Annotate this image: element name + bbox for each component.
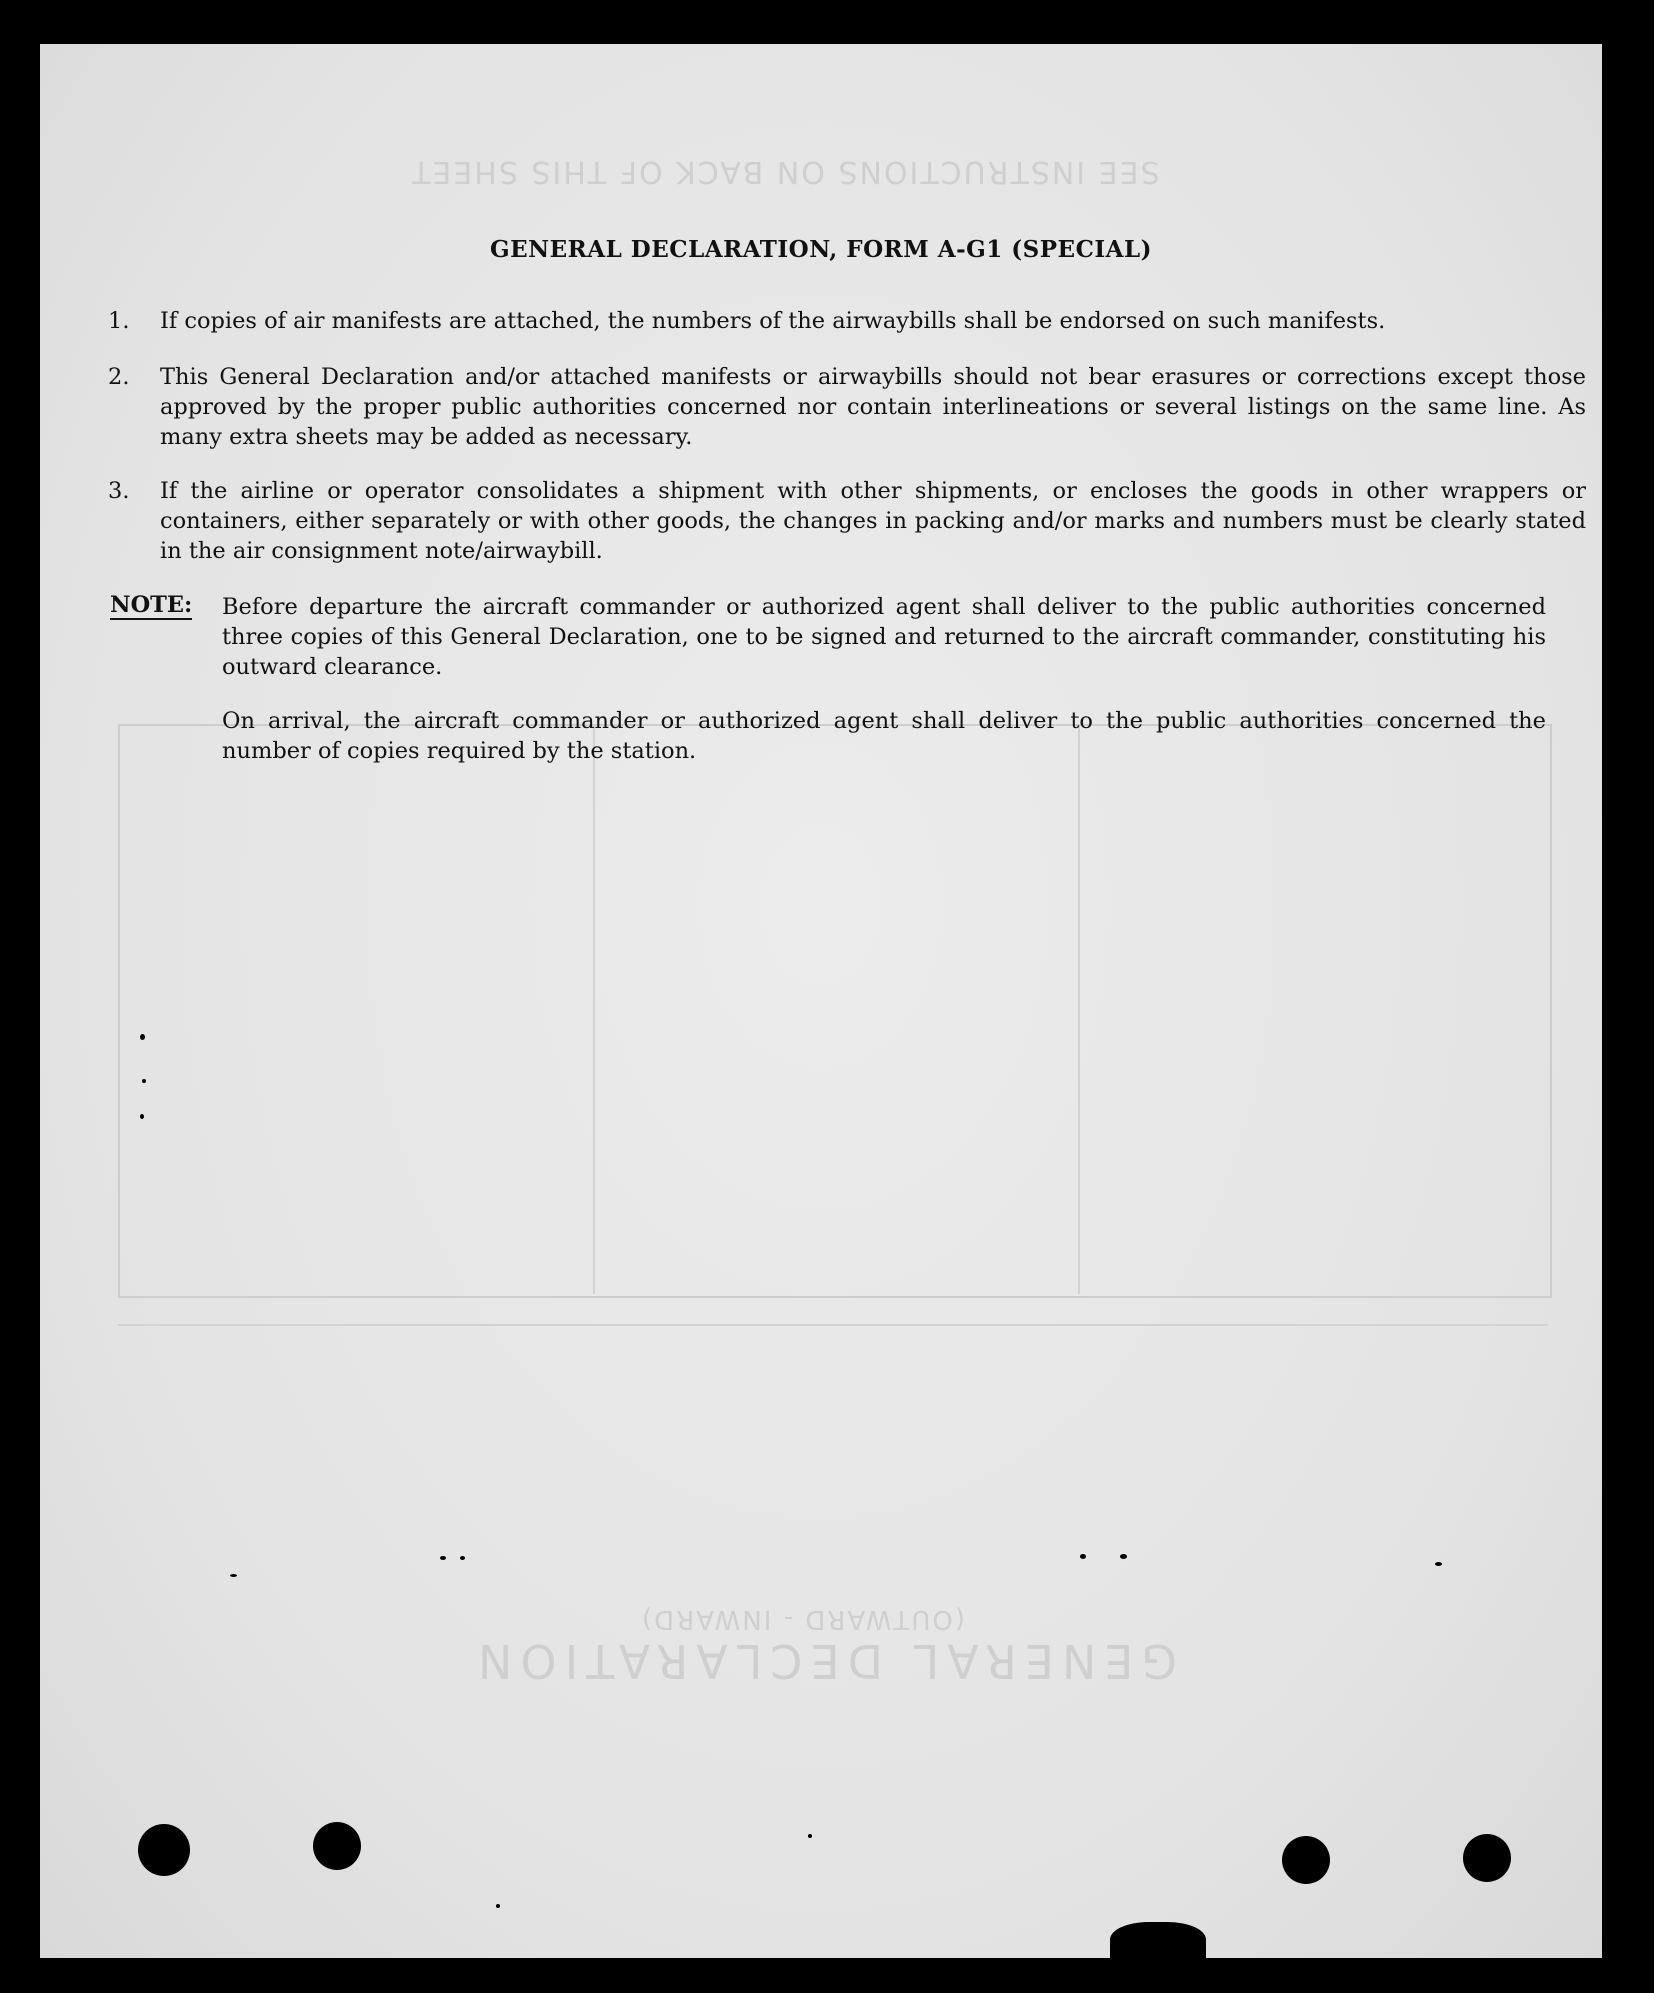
page-title: GENERAL DECLARATION, FORM A-G1 (SPECIAL): [489, 236, 1153, 263]
punch-hole-3: [1282, 1836, 1330, 1884]
scan-speck: [460, 1556, 465, 1560]
scan-speck: [142, 1079, 146, 1083]
bleed-through-rule: [118, 1324, 1548, 1326]
instruction-text: This General Declaration and/or attached manifests or airwaybills should not bear erasures or corrections except those approved by the proper public authorities concerned nor contain interlineations or several listings on the same line. As many extra sheets may be added as necessary.: [160, 364, 1586, 450]
scan-speck: [496, 1904, 500, 1908]
bleed-through-divider-2: [1078, 724, 1080, 1294]
scan-speck: [140, 1114, 144, 1119]
bleed-through-table: [118, 724, 1552, 1298]
punch-hole-2: [313, 1822, 361, 1870]
instruction-number: 2.: [108, 364, 130, 390]
bleed-through-heading: GENERAL DECLARATION: [470, 1634, 1178, 1688]
bleed-through-divider-1: [593, 724, 595, 1294]
scan-speck: [140, 1034, 145, 1040]
note-label: NOTE:: [110, 592, 193, 618]
instruction-number: 3.: [108, 478, 130, 504]
instruction-number: 1.: [108, 308, 130, 334]
scan-speck: [1435, 1562, 1442, 1566]
scan-speck: [440, 1556, 446, 1560]
scan-speck: [1080, 1554, 1086, 1559]
note-paragraph-arrival: On arrival, the aircraft commander or authorized agent shall deliver to the public authorities concerned the number of copies required by the station.: [222, 708, 1546, 764]
note-paragraph-departure: Before departure the aircraft commander or authorized agent shall deliver to the public authorities concerned three copies of this General Declaration, one to be signed and returned to the aircraft commander, constituting his outward clearance.: [222, 594, 1546, 680]
scan-speck: [808, 1834, 812, 1838]
bleed-through-top: SEE INSTRUCTIONS ON BACK OF THIS SHEET: [410, 154, 1160, 189]
edge-tear: [1110, 1922, 1206, 1966]
bleed-through-subheading: (OUTWARD - INWARD): [640, 1604, 966, 1634]
instruction-text: If the airline or operator consolidates a shipment with other shipments, or encloses the goods in other wrappers or containers, either separately or with other goods, the changes in packing and/or marks and numbers must be clearly stated in the air consignment note/airwaybill.: [160, 478, 1586, 564]
scan-speck: [1120, 1554, 1127, 1559]
instruction-text: If copies of air manifests are attached, the numbers of the airwaybills shall be endorsed on such manifests.: [160, 308, 1386, 334]
punch-hole-1: [138, 1824, 190, 1876]
form-sheet: [40, 44, 1602, 1958]
punch-hole-4: [1463, 1834, 1511, 1882]
scan-speck: [230, 1574, 237, 1577]
